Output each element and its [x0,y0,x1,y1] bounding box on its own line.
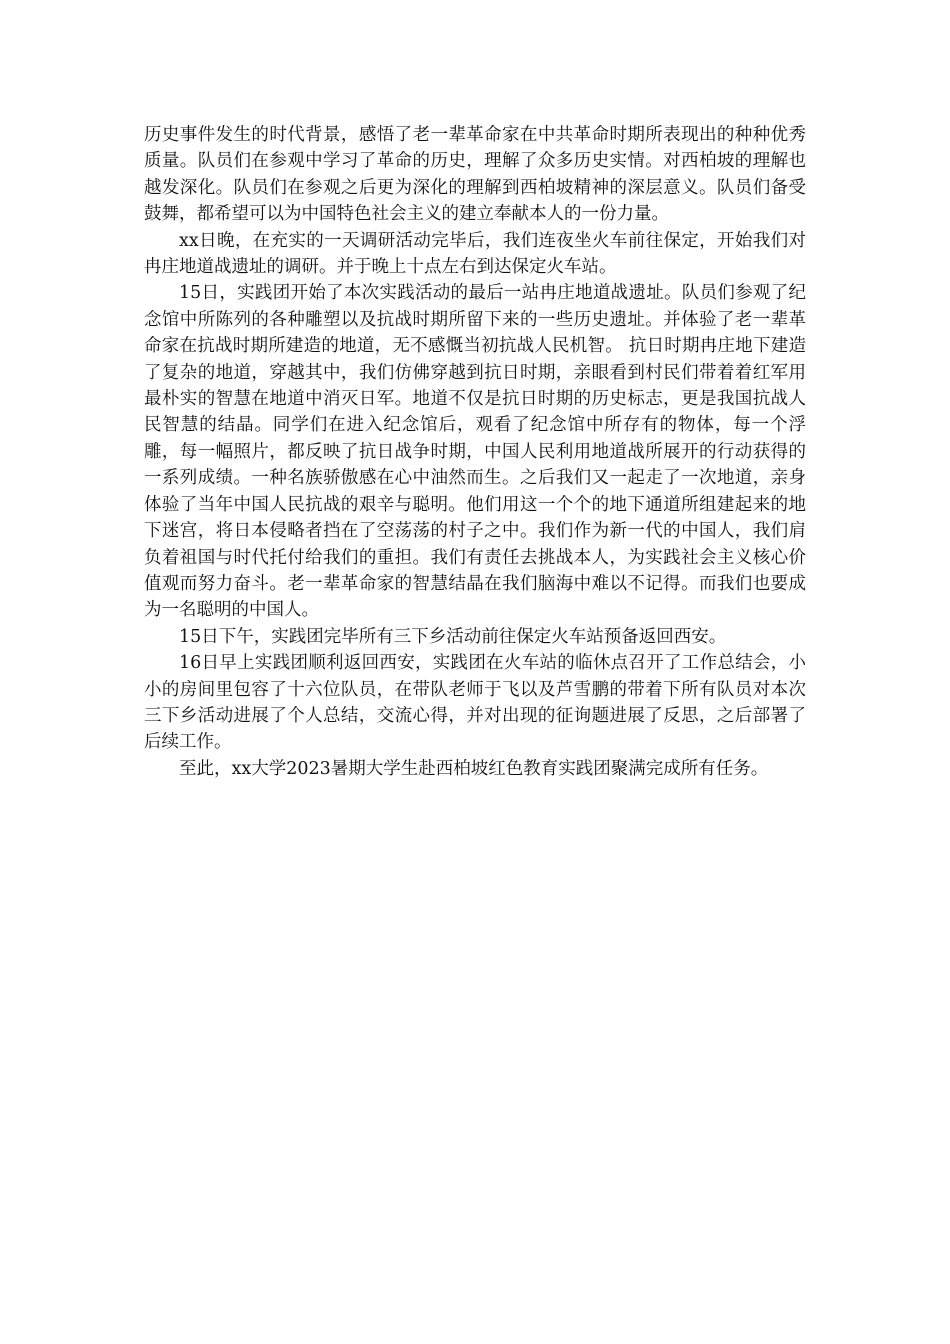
paragraph-3: 15日，实践团开始了本次实践活动的最后一站冉庄地道战遗址。队员们参观了纪念馆中所陈列的各种雕塑以及抗战时期所留下来的一些历史遗址。并体验了老一辈革命家在抗战时期所建造的地道，无不感慨当初抗战人民机智。 抗日时期冉庄地下建造了复杂的地道，穿越其中，我们仿佛穿越到抗日时期，亲眼看到村民们带着着红军用最朴实的智慧在地道中消灭日军。地道不仅是抗日时期的历史标志，更是我国抗战人民智慧的结晶。同学们在进入纪念馆后，观看了纪念馆中所存有的物体，每一个浮雕，每一幅照片，都反映了抗日战争时期，中国人民利用地道战所展开的行动获得的一系列成绩。一种名族骄傲感在心中油然而生。之后我们又一起走了一次地道，亲身体验了当年中国人民抗战的艰辛与聪明。他们用这一个个的地下通道所组建起来的地下迷宫，将日本侵略者挡在了空荡荡的村子之中。我们作为新一代的中国人，我们肩负着祖国与时代托付给我们的重担。我们有责任去挑战本人，为实践社会主义核心价值观而努力奋斗。老一辈革命家的智慧结晶在我们脑海中难以不记得。而我们也要成为一名聪明的中国人。 [144,283,806,621]
paragraph-1: 历史事件发生的时代背景，感悟了老一辈革命家在中共革命时期所表现出的种种优秀质量。队员们在参观中学习了革命的历史，理解了众多历史实情。对西柏坡的理解也越发深化。队员们在参观之后更为深化的理解到西柏坡精神的深层意义。队员们备受鼓舞，都希望可以为中国特色社会主义的建立奉献本人的一份力量。 [144,125,806,225]
paragraph-6: 至此，xx大学2023暑期大学生赴西柏坡红色教育实践团聚满完成所有任务。 [179,758,769,779]
paragraph-2: xx日晚，在充实的一天调研活动完毕后，我们连夜坐火车前往保定，开始我们对冉庄地道战遗址的调研。并于晚上十点左右到达保定火车站。 [144,230,806,278]
paragraph-5: 16日早上实践团顺利返回西安，实践团在火车站的临休点召开了工作总结会，小小的房间里包容了十六位队员，在带队老师于飞以及芦雪鹏的带着下所有队员对本次三下乡活动进展了个人总结，交流心得，并对出现的征询题进展了反思，之后部署了后续工作。 [144,653,806,753]
paragraph-4: 15日下午，实践团完毕所有三下乡活动前往保定火车站预备返回西安。 [179,626,727,647]
document-body [144,122,806,782]
